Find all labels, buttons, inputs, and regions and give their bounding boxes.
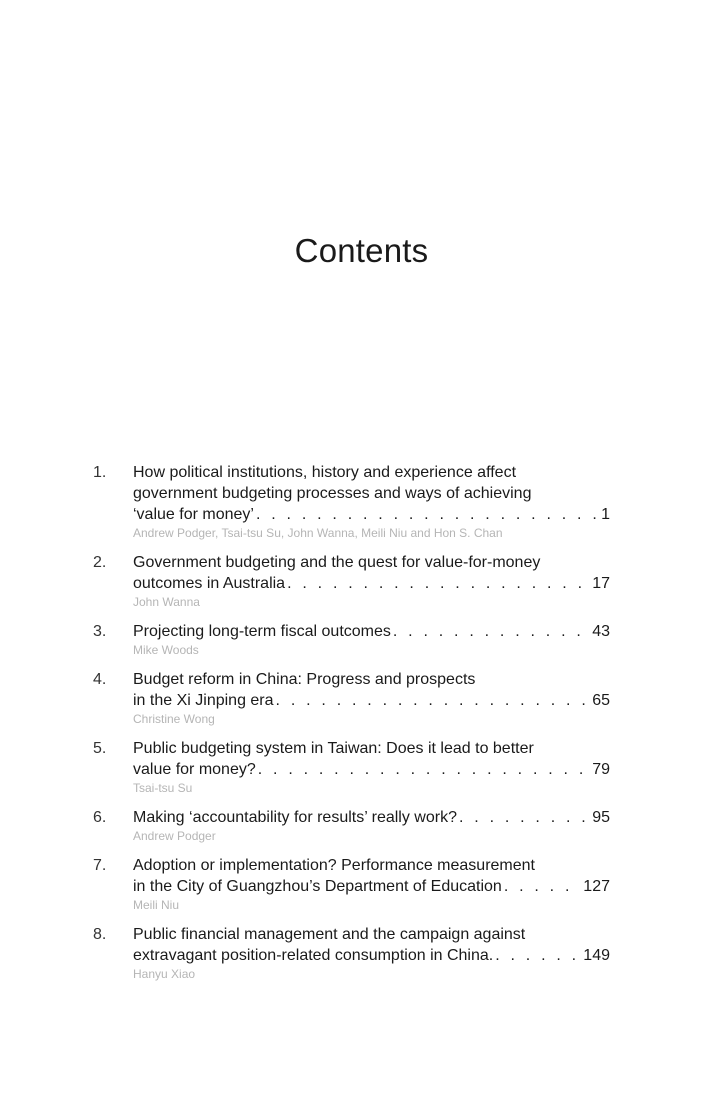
chapter-title-line: Government budgeting and the quest for value-for-money bbox=[133, 554, 541, 571]
chapter-number: 4. bbox=[93, 671, 107, 688]
toc-entry[interactable] bbox=[90, 621, 610, 659]
dot-leader bbox=[256, 504, 599, 525]
toc-entry[interactable] bbox=[90, 855, 610, 914]
page-number[interactable]: 149 bbox=[583, 947, 610, 964]
chapter-authors: Andrew Podger bbox=[133, 829, 216, 843]
dot-leader bbox=[459, 807, 590, 828]
chapter-title-line: ‘value for money’ bbox=[133, 506, 254, 523]
chapter-number: 2. bbox=[93, 554, 107, 571]
chapter-title-line: in the Xi Jinping era bbox=[133, 692, 274, 709]
page-number[interactable]: 95 bbox=[592, 809, 610, 826]
page-number[interactable]: 65 bbox=[592, 692, 610, 709]
page-number[interactable]: 1 bbox=[601, 506, 610, 523]
chapter-title-line: How political institutions, history and experience affect bbox=[133, 464, 517, 481]
dot-leader bbox=[504, 876, 581, 897]
toc-entry[interactable] bbox=[90, 462, 610, 542]
chapter-number: 1. bbox=[93, 464, 107, 481]
dot-leader bbox=[393, 621, 590, 642]
chapter-leader-line bbox=[133, 807, 610, 828]
chapter-number: 5. bbox=[93, 740, 107, 757]
dot-leader bbox=[495, 945, 581, 966]
chapter-title-line: Public budgeting system in Taiwan: Does it lead to better bbox=[133, 740, 534, 757]
toc-entry[interactable] bbox=[90, 807, 610, 845]
toc-entry[interactable] bbox=[90, 669, 610, 728]
chapter-authors: Christine Wong bbox=[133, 712, 215, 726]
chapter-title-line: Adoption or implementation? Performance measurement bbox=[133, 857, 535, 874]
chapter-title-line: Public financial management and the campaign against bbox=[133, 926, 526, 943]
chapter-number: 3. bbox=[93, 623, 107, 640]
chapter-number: 7. bbox=[93, 857, 107, 874]
chapter-title-line: Making ‘accountability for results’ really work? bbox=[133, 809, 457, 826]
chapter-title-line: value for money? bbox=[133, 761, 256, 778]
chapter-leader-line bbox=[133, 945, 610, 966]
chapter-title-line: in the City of Guangzhou’s Department of Education bbox=[133, 878, 502, 895]
page-title: Contents bbox=[294, 232, 429, 269]
toc-entry[interactable] bbox=[90, 738, 610, 797]
page-number[interactable]: 17 bbox=[592, 575, 610, 592]
toc-entry[interactable] bbox=[90, 924, 610, 983]
chapter-number: 8. bbox=[93, 926, 107, 943]
chapter-leader-line bbox=[133, 573, 610, 594]
chapter-title-line: Budget reform in China: Progress and prospects bbox=[133, 671, 476, 688]
chapter-number: 6. bbox=[93, 809, 107, 826]
dot-leader bbox=[276, 690, 591, 711]
chapter-leader-line bbox=[133, 690, 610, 711]
chapter-title-line: extravagant position-related consumption in China. bbox=[133, 947, 494, 964]
dot-leader bbox=[258, 759, 590, 780]
chapter-title-line: government budgeting processes and ways of achieving bbox=[133, 485, 532, 502]
chapter-leader-line bbox=[133, 504, 610, 525]
chapter-authors: Tsai-tsu Su bbox=[133, 781, 193, 795]
page-number[interactable]: 79 bbox=[592, 761, 610, 778]
page-number[interactable]: 127 bbox=[583, 878, 610, 895]
chapter-authors: Meili Niu bbox=[133, 898, 180, 912]
chapter-authors: John Wanna bbox=[133, 595, 200, 609]
chapter-authors: Andrew Podger, Tsai-tsu Su, John Wanna, Meili Niu and Hon S. Chan bbox=[133, 526, 503, 540]
page-number[interactable]: 43 bbox=[592, 623, 610, 640]
toc-entry[interactable] bbox=[90, 552, 610, 611]
chapter-title-line: Projecting long-term fiscal outcomes bbox=[133, 623, 391, 640]
dot-leader bbox=[287, 573, 590, 594]
table-of-contents bbox=[90, 462, 610, 993]
chapter-leader-line bbox=[133, 621, 610, 642]
chapter-authors: Hanyu Xiao bbox=[133, 967, 196, 981]
chapter-authors: Mike Woods bbox=[133, 643, 199, 657]
chapter-leader-line bbox=[133, 876, 610, 897]
chapter-leader-line bbox=[133, 759, 610, 780]
chapter-title-line: outcomes in Australia bbox=[133, 575, 286, 592]
